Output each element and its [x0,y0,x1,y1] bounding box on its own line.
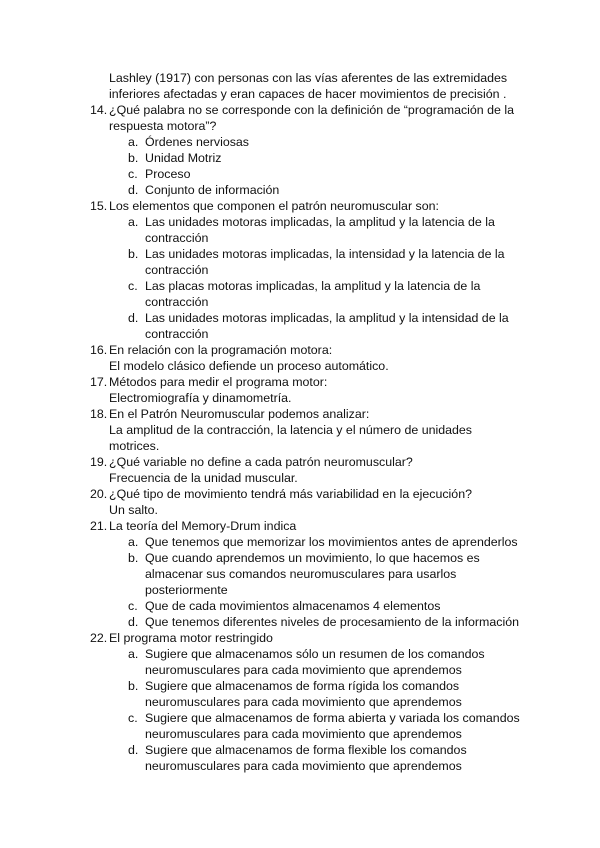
option-item [128,134,520,150]
option-text: Las unidades motoras implicadas, la amplitud y la intensidad de la contracción [145,311,509,341]
option-letter: c. [128,711,138,725]
question-text: Los elementos que componen el patrón neuromuscular son: [109,199,439,213]
question-text: ¿Qué tipo de movimiento tendrá más variabilidad en la ejecución? [109,487,472,501]
question-number: 20. [90,487,108,501]
option-text: Órdenes nerviosas [145,135,249,149]
option-item [128,278,520,310]
intro-paragraph [109,70,520,102]
option-text: Sugiere que almacenamos de forma rígida los comandos neuromusculares para cada movimiento que aprendemos [145,679,462,709]
question-text: La teoría del Memory-Drum indica [109,519,297,533]
question-number: 22. [90,631,108,645]
question-14 [90,102,520,198]
question-number: 19. [90,455,108,469]
options-list [90,134,520,198]
question-number: 18. [90,407,108,421]
option-text: Que tenemos diferentes niveles de procesamiento de la información [145,615,519,629]
question-number: 17. [90,375,108,389]
option-letter: b. [128,679,139,693]
option-item [128,534,520,550]
option-letter: b. [128,151,139,165]
question-18 [90,406,520,454]
option-letter: d. [128,743,139,757]
option-letter: a. [128,647,139,661]
option-letter: a. [128,135,139,149]
question-text: El programa motor restringido [109,631,273,645]
answer-text: Electromiografía y dinamometría. [109,391,292,405]
question-15 [90,198,520,342]
question-19 [90,454,520,486]
option-letter: a. [128,215,139,229]
question-21 [90,518,520,630]
option-item [128,598,520,614]
option-item [128,678,520,710]
option-item [128,550,520,598]
document-body [90,70,520,774]
question-text: Métodos para medir el programa motor: [109,375,328,389]
question-text: ¿Qué palabra no se corresponde con la definición de “programación de la respuesta motora”? [109,103,515,133]
options-list [90,646,520,774]
option-item [128,246,520,278]
option-item [128,710,520,742]
option-item [128,614,520,630]
option-letter: b. [128,551,139,565]
option-text: Que cuando aprendemos un movimiento, lo que hacemos es almacenar sus comandos neuromusculares para usarlos posteriormente [145,551,480,597]
question-16 [90,342,520,374]
question-17 [90,374,520,406]
answer-text: Un salto. [109,503,158,517]
option-letter: d. [128,615,139,629]
answer-text: Frecuencia de la unidad muscular. [109,471,298,485]
option-text: Que tenemos que memorizar los movimientos antes de aprenderlos [145,535,518,549]
option-letter: c. [128,599,138,613]
question-number: 21. [90,519,108,533]
question-number: 14. [90,103,108,117]
option-item [128,742,520,774]
intro-line: inferiores afectadas y eran capaces de hacer movimientos de precisión . [109,87,507,101]
options-list [90,534,520,630]
option-text: Conjunto de información [145,183,280,197]
answer-text: La amplitud de la contracción, la latencia y el número de unidades motrices. [109,423,472,453]
question-number: 16. [90,343,108,357]
question-text: En el Patrón Neuromuscular podemos analizar: [109,407,370,421]
option-text: Las unidades motoras implicadas, la amplitud y la latencia de la contracción [145,215,495,245]
question-text: En relación con la programación motora: [109,343,333,357]
options-list [90,214,520,342]
option-text: Las unidades motoras implicadas, la intensidad y la latencia de la contracción [145,247,505,277]
option-letter: b. [128,247,139,261]
option-letter: d. [128,183,139,197]
option-letter: c. [128,167,138,181]
option-text: Sugiere que almacenamos sólo un resumen de los comandos neuromusculares para cada movimiento que aprendemos [145,647,485,677]
option-letter: d. [128,311,139,325]
option-text: Sugiere que almacenamos de forma abierta y variada los comandos neuromusculares para cada movimiento que aprendemos [145,711,520,741]
option-text: Sugiere que almacenamos de forma flexible los comandos neuromusculares para cada movimiento que aprendemos [145,743,467,773]
option-item [128,182,520,198]
option-text: Unidad Motriz [145,151,222,165]
option-item [128,214,520,246]
question-text: ¿Qué variable no define a cada patrón neuromuscular? [109,455,413,469]
option-item [128,646,520,678]
option-text: Que de cada movimientos almacenamos 4 elementos [145,599,441,613]
option-item [128,166,520,182]
option-text: Proceso [145,167,191,181]
option-item [128,150,520,166]
option-item [128,310,520,342]
intro-line: Lashley (1917) con personas con las vías aferentes de las extremidades [109,71,508,85]
option-letter: a. [128,535,139,549]
question-22 [90,630,520,774]
option-text: Las placas motoras implicadas, la amplitud y la latencia de la contracción [145,279,481,309]
answer-text: El modelo clásico defiende un proceso automático. [109,359,389,373]
option-letter: c. [128,279,138,293]
question-20 [90,486,520,518]
question-number: 15. [90,199,108,213]
